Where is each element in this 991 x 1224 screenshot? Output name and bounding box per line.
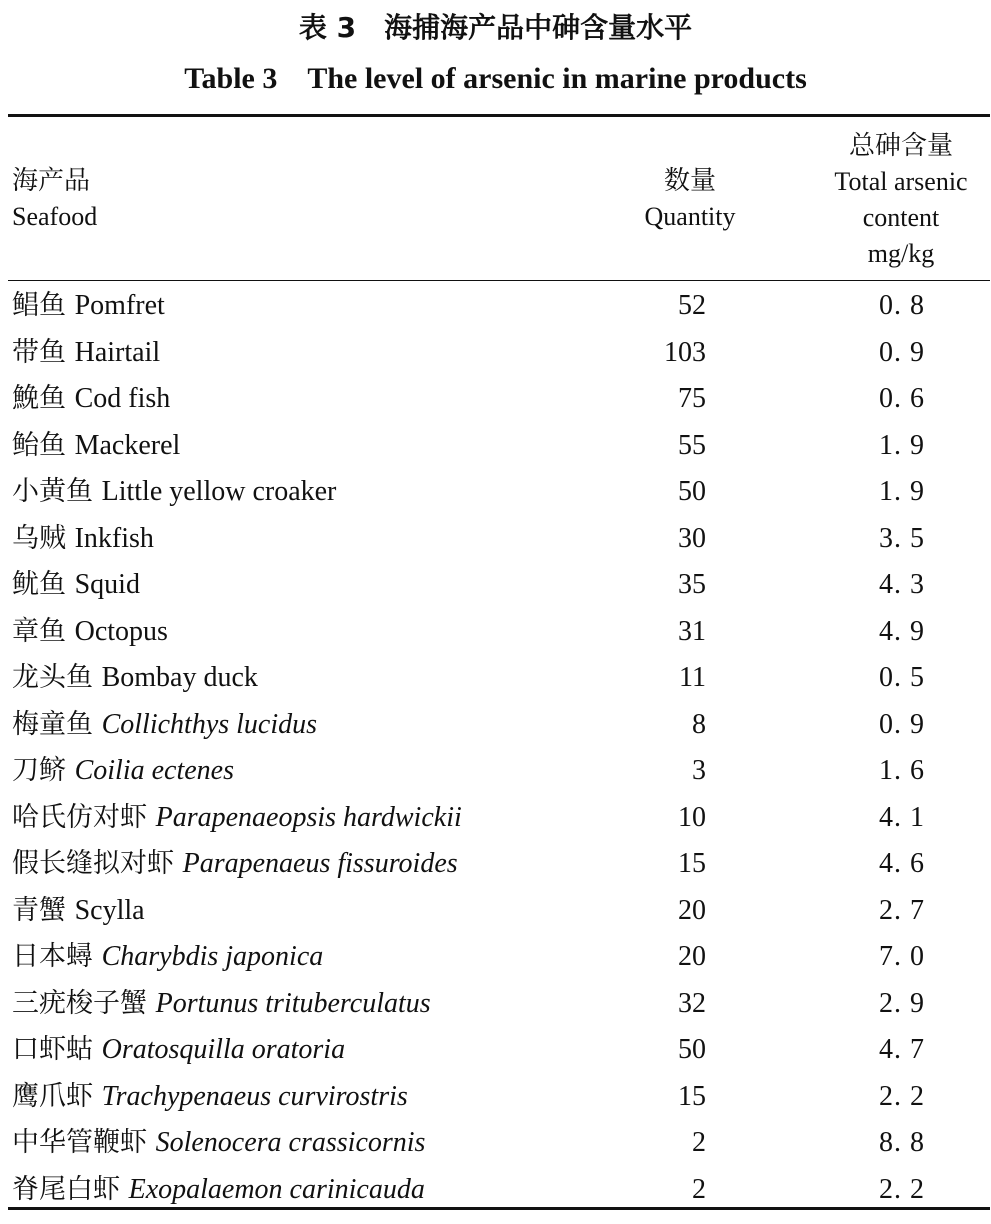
seafood-name-cell xyxy=(12,469,336,516)
header-rule xyxy=(8,280,990,281)
quantity-cell: 15 xyxy=(678,1080,706,1112)
seafood-name-en: Solenocera crassicornis xyxy=(155,1127,426,1158)
arsenic-cell: 1. 6 xyxy=(879,755,925,786)
arsenic-cell: 0. 6 xyxy=(879,383,925,414)
arsenic-cell: 4. 9 xyxy=(879,615,925,647)
arsenic-cell: 4. 1 xyxy=(879,801,925,833)
quantity-cell: 11 xyxy=(679,662,706,693)
arsenic-cell: 8. 8 xyxy=(879,1127,925,1158)
header-seafood-en: Seafood xyxy=(12,202,98,231)
seafood-name-cn: 鲳鱼 xyxy=(12,290,66,321)
arsenic-cell: 0. 5 xyxy=(879,662,925,693)
seafood-name-cn: 梅童鱼 xyxy=(12,708,93,740)
seafood-name-en: Portunus trituberculatus xyxy=(155,987,431,1019)
quantity-cell: 2 xyxy=(692,1127,706,1158)
seafood-name-cell xyxy=(12,981,431,1028)
seafood-name-cell xyxy=(12,283,165,330)
seafood-name-cn: 三疣梭子蟹 xyxy=(12,987,147,1019)
seafood-name-en: Mackerel xyxy=(74,429,181,461)
seafood-name-cell xyxy=(12,516,154,563)
header-quantity-cn: 数量 xyxy=(663,166,716,196)
quantity-cell: 15 xyxy=(678,848,706,879)
table-row xyxy=(0,655,991,702)
table-row xyxy=(0,469,991,516)
seafood-name-en: Squid xyxy=(74,569,140,600)
seafood-name-cn: 带鱼 xyxy=(12,336,66,368)
seafood-name-cell xyxy=(12,888,145,935)
seafood-name-cell xyxy=(12,423,180,470)
seafood-name-cn: 刀鲚 xyxy=(12,755,66,786)
seafood-name-cell xyxy=(12,330,160,377)
seafood-name-cn: 龙头鱼 xyxy=(12,662,93,693)
quantity-cell: 32 xyxy=(678,987,706,1019)
seafood-name-cn: 口虾蛄 xyxy=(12,1034,93,1065)
seafood-name-cn: 中华管鞭虾 xyxy=(12,1127,147,1158)
seafood-name-cell xyxy=(12,562,140,609)
seafood-name-cell xyxy=(12,795,462,842)
seafood-name-en: Little yellow croaker xyxy=(101,476,337,507)
quantity-cell: 20 xyxy=(678,894,706,926)
arsenic-cell: 0. 8 xyxy=(879,290,925,321)
seafood-name-en: Inkfish xyxy=(74,522,154,554)
arsenic-cell: 7. 0 xyxy=(879,941,925,972)
quantity-cell: 30 xyxy=(678,522,706,554)
seafood-name-cn: 鹰爪虾 xyxy=(12,1080,93,1112)
arsenic-cell: 0. 9 xyxy=(879,708,925,740)
seafood-name-cn: 小黄鱼 xyxy=(12,476,93,507)
header-arsenic-en-1: Total arsenic xyxy=(834,167,968,196)
seafood-name-cn: 鱿鱼 xyxy=(12,569,66,600)
seafood-name-cn: 脊尾白虾 xyxy=(12,1173,120,1205)
seafood-name-cn: 乌贼 xyxy=(12,522,66,554)
quantity-cell: 55 xyxy=(678,429,706,461)
seafood-name-en: Collichthys lucidus xyxy=(101,708,318,740)
seafood-name-cell xyxy=(12,376,170,423)
seafood-name-en: Charybdis japonica xyxy=(101,941,324,972)
quantity-cell: 31 xyxy=(678,615,706,647)
seafood-name-cn: 假长缝拟对虾 xyxy=(12,848,174,879)
seafood-name-en: Pomfret xyxy=(74,290,165,321)
header-seafood xyxy=(12,163,97,235)
header-arsenic-en-2: content xyxy=(862,203,940,232)
table-row xyxy=(0,609,991,656)
header-arsenic-unit: mg/kg xyxy=(867,239,935,268)
table-row xyxy=(0,934,991,981)
seafood-name-en: Oratosquilla oratoria xyxy=(101,1034,346,1065)
seafood-name-cell xyxy=(12,841,458,888)
header-seafood-cn: 海产品 xyxy=(12,166,91,196)
seafood-name-cn: 鲐鱼 xyxy=(12,429,66,461)
table-title-en: Table 3 The level of arsenic in marine products xyxy=(184,62,807,95)
quantity-cell: 10 xyxy=(678,801,706,833)
quantity-cell: 50 xyxy=(678,1034,706,1065)
quantity-cell: 20 xyxy=(678,941,706,972)
table-body xyxy=(0,283,991,1213)
table-row xyxy=(0,376,991,423)
table-row xyxy=(0,888,991,935)
seafood-name-en: Trachypenaeus curvirostris xyxy=(101,1080,408,1112)
seafood-name-en: Exopalaemon carinicauda xyxy=(128,1173,425,1205)
seafood-name-cell xyxy=(12,609,168,656)
table-row xyxy=(0,1074,991,1121)
arsenic-cell: 2. 2 xyxy=(879,1173,925,1205)
seafood-name-cell xyxy=(12,1027,345,1074)
arsenic-cell: 1. 9 xyxy=(879,476,925,507)
quantity-cell: 3 xyxy=(692,755,706,786)
arsenic-cell: 1. 9 xyxy=(879,429,925,461)
table-row xyxy=(0,795,991,842)
seafood-name-cell xyxy=(12,655,258,702)
seafood-name-cell xyxy=(12,1074,408,1121)
seafood-name-en: Cod fish xyxy=(74,383,171,414)
quantity-cell: 103 xyxy=(664,336,706,368)
arsenic-cell: 3. 5 xyxy=(879,522,925,554)
quantity-cell: 50 xyxy=(678,476,706,507)
table-title-cn: 表 3 海捕海产品中砷含量水平 xyxy=(298,11,693,44)
table-row xyxy=(0,1120,991,1167)
arsenic-cell: 2. 2 xyxy=(879,1080,925,1112)
seafood-name-en: Hairtail xyxy=(74,336,161,368)
seafood-name-en: Bombay duck xyxy=(101,662,258,693)
seafood-name-cn: 章鱼 xyxy=(12,615,66,647)
arsenic-cell: 2. 7 xyxy=(879,894,925,926)
table-row xyxy=(0,981,991,1028)
quantity-cell: 8 xyxy=(692,708,706,740)
seafood-name-cell xyxy=(12,748,234,795)
seafood-name-en: Parapenaeopsis hardwickii xyxy=(155,801,462,833)
seafood-name-cn: 青蟹 xyxy=(12,894,66,926)
quantity-cell: 2 xyxy=(692,1173,706,1205)
arsenic-cell: 4. 3 xyxy=(879,569,925,600)
seafood-name-cell xyxy=(12,1120,425,1167)
table-row xyxy=(0,841,991,888)
table-row xyxy=(0,1027,991,1074)
quantity-cell: 35 xyxy=(678,569,706,600)
seafood-name-en: Octopus xyxy=(74,615,168,647)
seafood-name-cn: 鮸鱼 xyxy=(12,383,66,414)
table-row xyxy=(0,283,991,330)
seafood-name-cn: 哈氏仿对虾 xyxy=(12,801,147,833)
arsenic-cell: 4. 7 xyxy=(879,1034,925,1065)
arsenic-cell: 4. 6 xyxy=(879,848,925,879)
seafood-name-en: Coilia ectenes xyxy=(74,755,234,786)
table-row xyxy=(0,748,991,795)
top-rule xyxy=(8,114,990,117)
arsenic-cell: 0. 9 xyxy=(879,336,925,368)
table-row xyxy=(0,330,991,377)
header-quantity-en: Quantity xyxy=(644,202,736,231)
quantity-cell: 52 xyxy=(678,290,706,321)
arsenic-cell: 2. 9 xyxy=(879,987,925,1019)
header-quantity xyxy=(625,163,755,235)
table-row xyxy=(0,423,991,470)
header-arsenic xyxy=(812,128,990,272)
seafood-name-en: Parapenaeus fissuroides xyxy=(182,848,458,879)
table-row xyxy=(0,516,991,563)
quantity-cell: 75 xyxy=(678,383,706,414)
seafood-name-cell xyxy=(12,702,317,749)
bottom-rule xyxy=(8,1207,990,1210)
seafood-name-en: Scylla xyxy=(74,894,145,926)
table-row xyxy=(0,702,991,749)
seafood-name-cell xyxy=(12,934,323,981)
header-arsenic-cn: 总砷含量 xyxy=(848,131,953,161)
table-row xyxy=(0,562,991,609)
seafood-name-cn: 日本蟳 xyxy=(12,941,93,972)
